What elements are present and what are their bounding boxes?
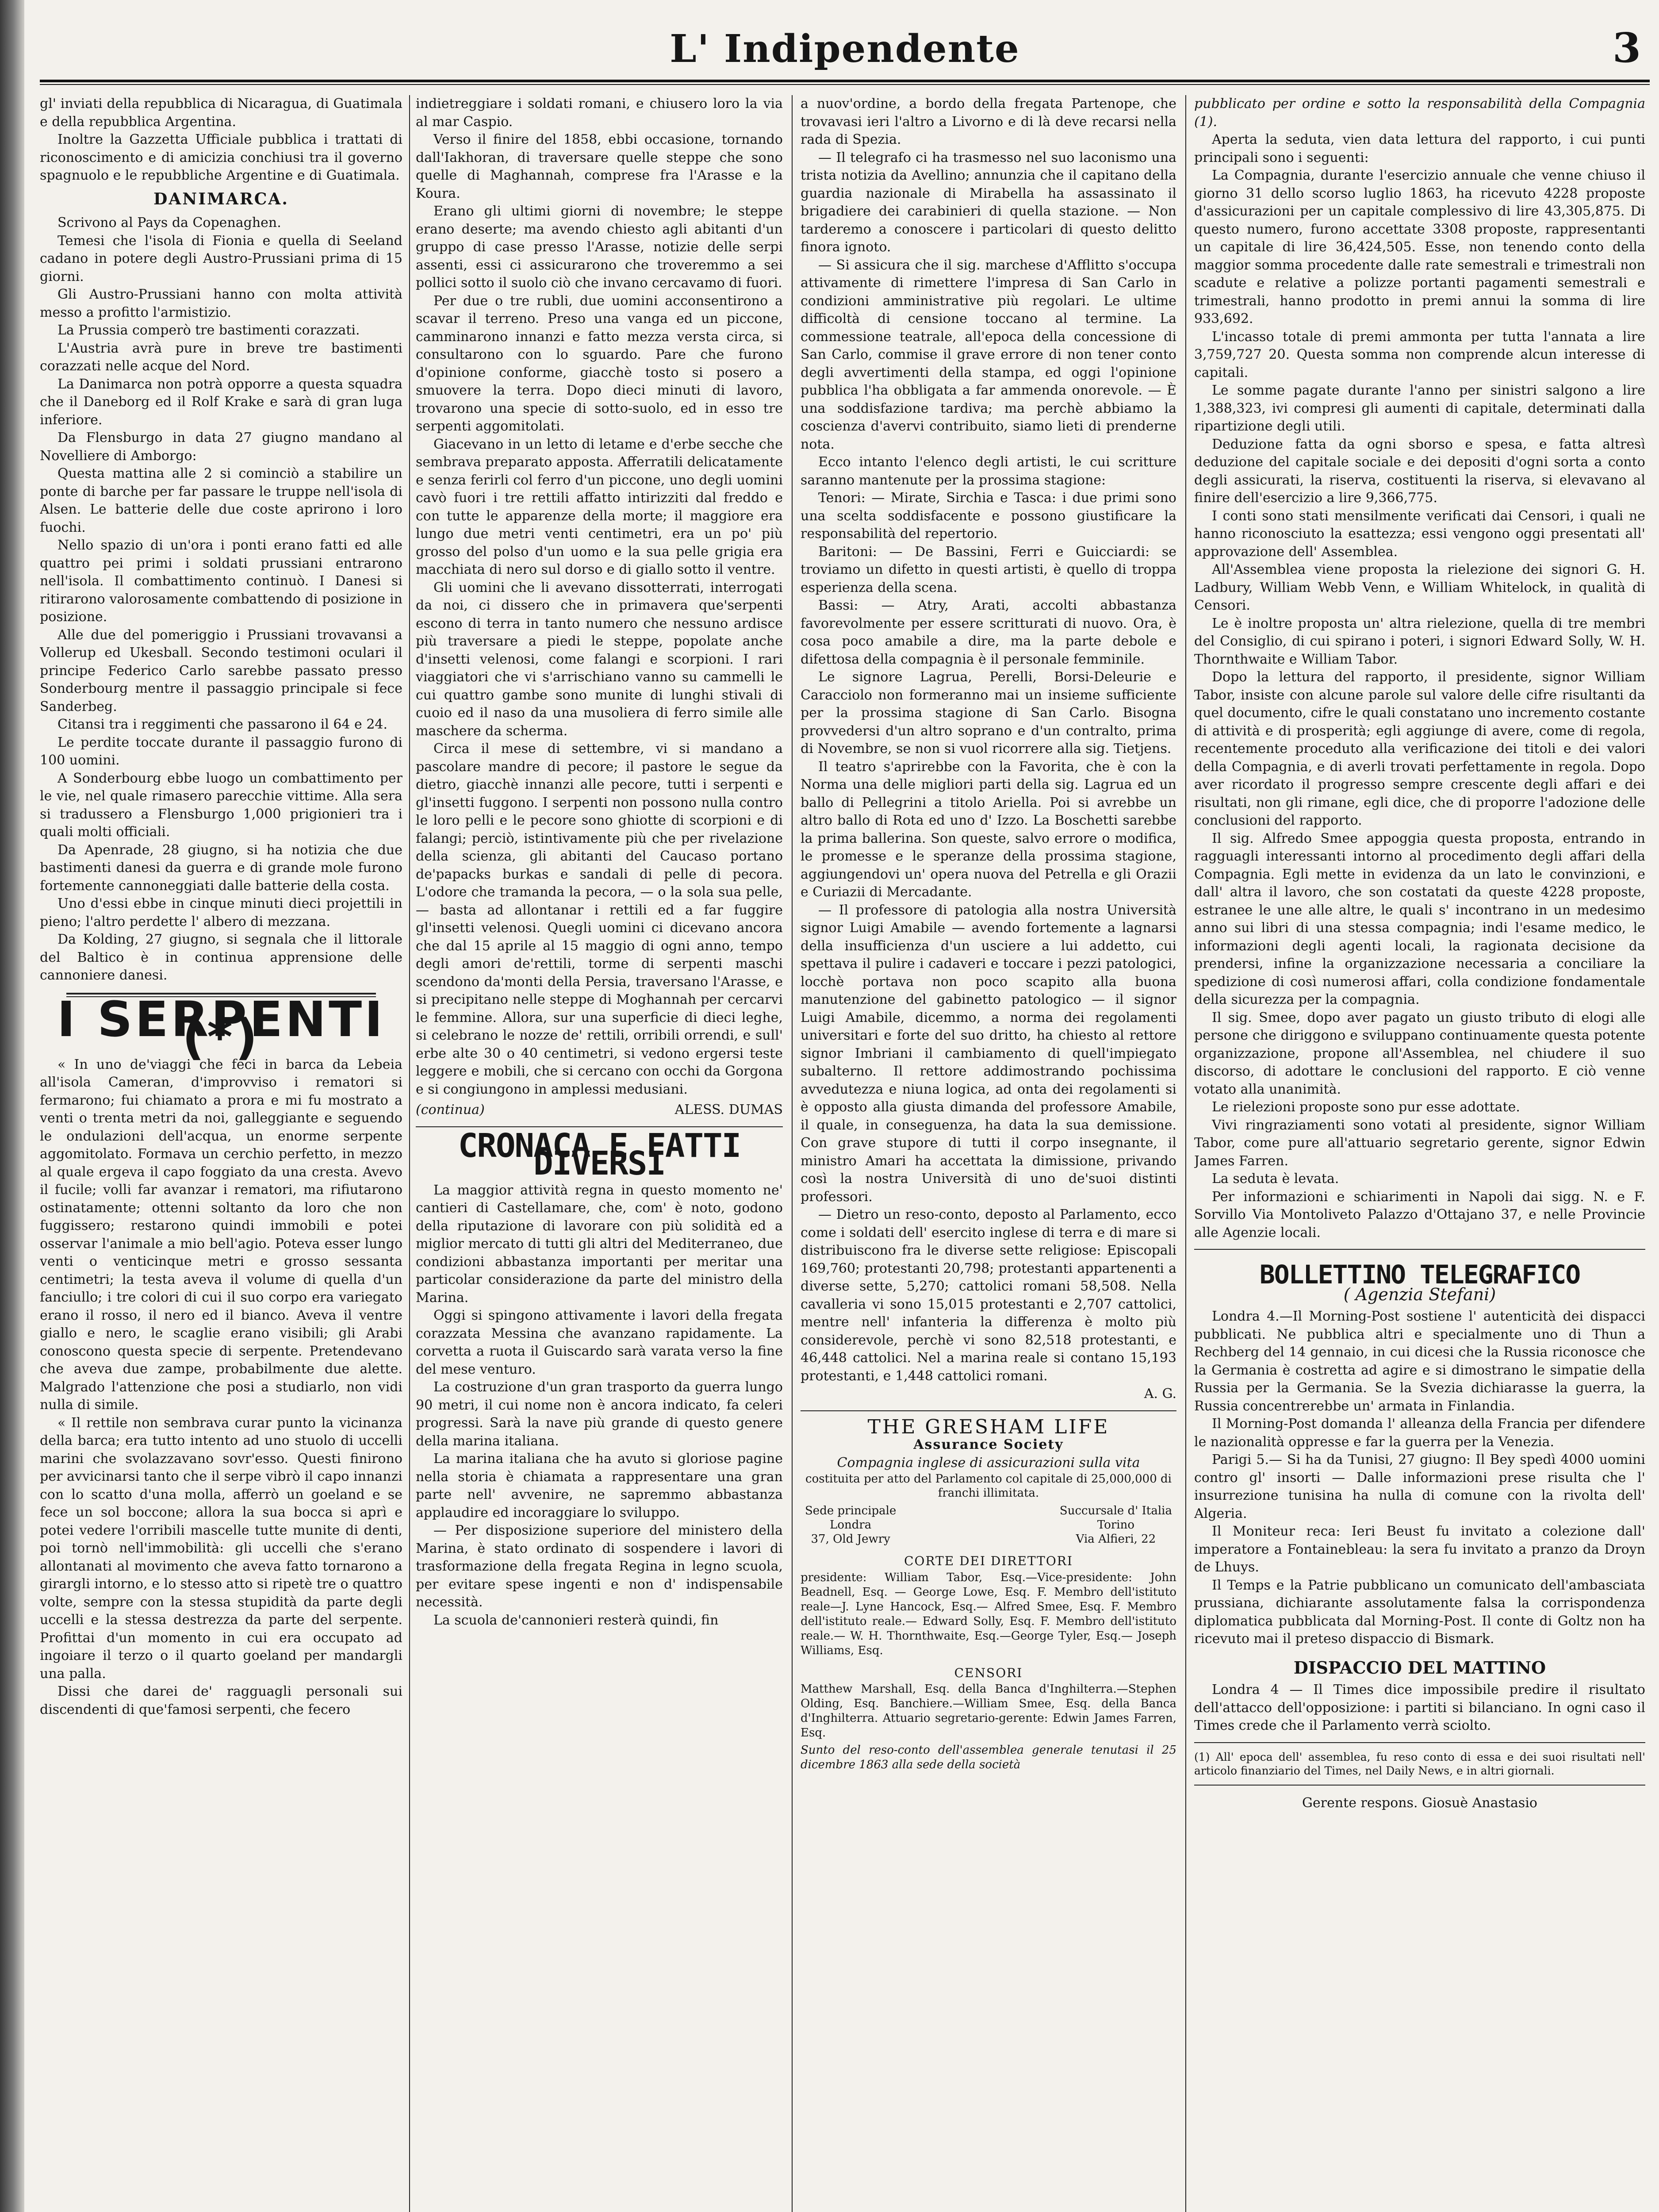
paragraph: Baritoni: — De Bassini, Ferri e Guicciardi: se troviamo un difetto in questi artisti, è quello di troppa esperienza della scena. (801, 544, 1176, 595)
section-divider (1194, 1249, 1645, 1250)
ad-directors-heading: CORTE DEI DIRETTORI (904, 1554, 1073, 1568)
ad-title: THE GRESHAM LIFE (867, 1415, 1110, 1438)
ad-offices (805, 1504, 1172, 1546)
paragraph: Citansi tra i reggimenti che passarono il 64 e 24. (57, 717, 388, 732)
office-address: 37, Old Jewry (811, 1532, 890, 1546)
ad-subtitle: Assurance Society (913, 1437, 1064, 1452)
paragraph: gl' inviati della repubblica di Nicaragua, di Guatimala e della repubblica Argentina. (40, 96, 402, 130)
paragraph: Bassi: — Atry, Arati, accolti abbastanza favorevolmente per essere scritturati di nuovo. Ora, è cosa poco amabile a dire, ma la parte debole e difettosa della compagnia è il personale femminile. (801, 598, 1176, 667)
paragraph: Parigi 5.— Si ha da Tunisi, 27 giugno: Il Bey spedì 4000 uomini contro gl' insorti — Dalle informazioni prese risulta che l' insurrezione tunisina ha nulla di comune con la rivolta dell' Algeria. (1194, 1452, 1645, 1521)
column-2 (416, 95, 783, 2212)
paragraph: L'incasso totale di premi ammonta per tutta l'annata a lire 3,759,727 20. Questa somma non comprende alcun interesse di capitali. (1194, 329, 1645, 380)
page-binding-shadow (0, 0, 24, 2212)
paragraph: Nello spazio di un'ora i ponti erano fatti ed alle quattro pei primi i soldati prussiani entrarono nell'isola. Il combattimento continuò. I Danesi si ritirarono valorosamente combattendo di posizione in posizione. (40, 538, 402, 625)
paragraph: Il sig. Alfredo Smee appoggia questa proposta, entrando in ragguagli interessanti intorno al procedimento degli affari della Compagnia. Egli mette in evidenza da un lato le convinzioni, e dall' altra il lavoro, che son costatati da queste 4228 proposte, estranee le une alle altre, le quali s' incontrano in un medesimo anno sui libri di una stessa compagnia; indi l'esame medico, le informazioni degli agenti locali, la ragionata decisione da prendersi, infine la organizzazione necessaria a conciliare la spedizione di così numerosi affari, colla condizione fondamentale della sicurezza per la compagnia. (1194, 830, 1645, 1007)
paragraph: Vivi ringraziamenti sono votati al presidente, signor William Tabor, come pure all'attuario segretario gerente, signor Edwin James Farren. (1194, 1117, 1645, 1169)
paragraph: a nuov'ordine, a bordo della fregata Partenope, che trovavasi ieri l'altro a Livorno e di là deve recarsi nella rada di Spezia. (801, 96, 1176, 147)
section-heading-cronaca: CRONACA E FATTI DIVERSI (458, 1126, 741, 1183)
section-heading-telegrafico: BOLLETTINO TELEGRAFICO (1259, 1260, 1580, 1290)
paragraph: Alle due del pomeriggio i Prussiani trovavansi a Vollerup ed Ukesball. Secondo testimoni oculari il principe Federico Carlo sarebbe passato presso Sonderbourg mentre il passaggio principale si fece Sanderbeg. (40, 627, 402, 714)
column-rule (409, 95, 410, 2212)
gerente-line: Gerente respons. Giosuè Anastasio (1302, 1795, 1537, 1811)
feuilleton-title: I SERPENTI (*) (57, 991, 386, 1065)
office-address: Via Alfieri, 22 (1076, 1532, 1156, 1546)
paragraph: La marina italiana che ha avuto si gloriose pagine nella storia è chiamata a rappresentare una gran parte nell' avvenire, ne sapremmo abbastanza applaudire ed incoraggiare lo sviluppo. (416, 1451, 783, 1521)
paragraph: « Il rettile non sembrava curar punto la vicinanza della barca; era tutto intento ad uno stuolo di uccelli marini che svolazzavano sovr'esso. Questi finirono per avvicinarsi tanto che il serpe vibrò il capo innanzi con lo scatto d'una molla, afferrò un goeland e se fece un sol boccone; allora la sua bocca si aprì e potei vedere l'orribili mascelle tutte munite di denti, poi tornò nell'immobilità: gli uccelli che s'erano allontanati al movimento che aveva fatto tornarono a girargli intorno, e lo stesso atto si ripetè tre o quattro volte, sempre con la stessa stupidità da parte degli uccelli e la stessa destrezza da parte del serpente. Profittai d'un momento in cui era occupato ad ingoiare il terzo o il quarto goeland per mandargli una palla. (40, 1415, 402, 1682)
paragraph: indietreggiare i soldati romani, e chiusero loro la via al mar Caspio. (416, 96, 783, 130)
paragraph: La Compagnia, durante l'esercizio annuale che venne chiuso il giorno 31 dello scorso luglio 1863, ha ricevuto 4228 proposte d'assicurazioni per un capitale complessivo di lire 43,305,875. Di questo numero, furono accettate 3308 proposte, rappresentanti un capitale di lire 36,424,505. Esse, non tenendo conto della maggior somma procedente dalle rate semestrali e trimestrali non scadute e relative a polizze portanti pagamenti semestrali e trimestrali, hanno prodotto in premi annui la somma di lire 933,692. (1194, 168, 1645, 326)
section-heading-dispaccio: DISPACCIO DEL MATTINO (1293, 1657, 1546, 1678)
paragraph: La scuola de'cannonieri resterà quindi, fin (433, 1612, 719, 1628)
paragraph: Gli Austro-Prussiani hanno con molta attività messo a profitto l'armistizio. (40, 287, 402, 320)
paragraph: Il sig. Smee, dopo aver pagato un giusto tributo di elogi alle persone che diriggono e sviluppano continuamente questa potente organizzazione, propone all'Assemblea, nel chiudere il suo discorso, di adottare le conclusioni del rapporto. E ciò venne votato alla unanimità. (1194, 1010, 1645, 1097)
section-subheading-agency: ( Agenzia Stefani) (1343, 1284, 1496, 1304)
paragraph: Il teatro s'aprirebbe con la Favorita, che è con la Norma una delle migliori parti della sig. Lagrua ed un ballo di Pellegrini a titolo Ariella. Poi si avrebbe un altro ballo di Rota ed uno d' Izzo. La Boschetti sarebbe la prima ballerina. Son queste, salvo errore o modifica, le promesse e le speranze della prossima stagione, aggiungendovi un' opera nuova del Petrella e gli Orazii e Curiazii di Mercadante. (801, 759, 1176, 900)
paragraph: — Per disposizione superiore del ministero della Marina, è stato ordinato di sospendere i lavori di trasformazione della fregata Regina in legno scuola, per evitare spese ingenti e non d' indispensabile necessità. (416, 1523, 783, 1610)
paragraph: Da Apenrade, 28 giugno, si ha notizia che due bastimenti danesi da guerra e di grande mole furono fortemente cannoneggiati dalle batterie della costa. (40, 842, 402, 894)
paragraph: A Sonderbourg ebbe luogo un combattimento per le vie, nel quale rimasero parecchie vittime. Alla sera si tradussero a Flensburgo 1,000 prigionieri tra i quali molti officiali. (40, 770, 402, 840)
column-rule (792, 95, 793, 2212)
ad-capital: costituita per atto del Parlamento col capitale di 25,000,000 di franchi illimitata. (805, 1472, 1172, 1500)
ad-branch-office (1060, 1504, 1172, 1546)
ad-censors: Matthew Marshall, Esq. della Banca d'Inghilterra.—Stephen Olding, Esq. Banchiere.—William Smee, Esq. della Banca d'Inghilterra. Attuario segretario-gerente: Edwin James Farren, Esq. (801, 1682, 1176, 1740)
office-label: Sede principale (805, 1504, 897, 1517)
article-initials: A. G. (1144, 1386, 1176, 1402)
paragraph: La Prussia comperò tre bastimenti corazzati. (57, 323, 360, 338)
paragraph: Giacevano in un letto di letame e d'erbe secche che sembrava preparato apposta. Afferratili delicatamente e senza ferirli col ferro d'un piccone, uno degli uomini cavò fuori i tre rettili affatto intirizziti dal freddo e con tutte le apparenze della morte; il maggiore era lungo due metri venti centimetri, era un po' più grosso del polso d'un uomo e la sua pelle grigia era macchiata di nero sul dorso e di giallo sotto il ventre. (416, 436, 783, 577)
paragraph: pubblicato per ordine e sotto la responsabilità della Compagnia (1). (1194, 96, 1645, 130)
masthead-rule (40, 80, 1650, 85)
paragraph: Da Flensburgo in data 27 giugno mandano al Novelliere di Amborgo: (40, 430, 402, 464)
paragraph: Tenori: — Mirate, Sirchia e Tasca: i due primi sono una scelta soddisfacente e possono giustificare la responsabilità del repertorio. (801, 490, 1176, 541)
paragraph: Aperta la seduta, vien data lettura del rapporto, i cui punti principali sono i seguenti: (1194, 132, 1645, 165)
paragraph: Temesi che l'isola di Fionia e quella di Seeland cadano in potere degli Austro-Prussiani prima di 15 giorni. (40, 233, 402, 284)
paragraph: Londra 4 — Il Times dice impossibile predire il risultato dell'attacco dell'opposizione: i partiti si bilanciano. In ogni caso il Times crede che il Parlamento verrà sciolto. (1194, 1682, 1645, 1733)
paragraph: Il Moniteur reca: Ieri Beust fu invitato a colezione dall' imperatore a Fontainebleau: la sera fu invitato a pranzo da Droyn de Lhuys. (1194, 1524, 1645, 1575)
paragraph: La costruzione d'un gran trasporto da guerra lungo 90 metri, il cui nome non è ancora indicato, fa celeri progressi. Sarà la nave più grande di questo genere della marina italiana. (416, 1379, 783, 1449)
paragraph: Le somme pagate durante l'anno per sinistri salgono a lire 1,388,323, ivi compresi gli aumenti di capitale, determinati dalla ripartizione degli utili. (1194, 383, 1645, 434)
paragraph: — Dietro un reso-conto, deposto al Parlamento, ecco come i soldati dell' esercito inglese di terra e di mare si distribuiscono fra le diverse sette religiose: Episcopali 169,760; protestanti 20,798; protestanti appartenenti a diverse sette, 5,270; cattolici romani 58,508. Nella cavalleria vi sono 15,015 protestanti e 2,707 cattolici, mentre nell' infanteria la differenza è molto più considerevole, perchè vi sono 82,518 protestanti, e 46,448 cattolici. Nel a marina reale si contano 15,193 protestanti, e 1,448 cattolici romani. (801, 1207, 1176, 1384)
column-3 (801, 95, 1176, 2212)
paragraph: Per due o tre rubli, due uomini acconsentirono a scavar il terreno. Preso una vanga ed un piccone, camminarono innanzi e fatto mezza versta circa, si consultarono con lo sguardo. Pare che furono d'opinione conforme, giacchè tosto si posero a smuovere la terra. Dopo dieci minuti di lavoro, trovarono una specie di sotto-suolo, ed in esso tre serpenti aggomitolati. (416, 293, 783, 434)
paragraph: Dopo la lettura del rapporto, il presidente, signor William Tabor, insiste con alcune parole sul valore delle cifre risultanti da quel documento, cifre le quali constatano uno incremento costante di attività e di prosperità; egli aggiunge di avere, come di regola, recentemente proceduto alla verificazione dei titoli e dei valori della Compagnia, e di averli trovati perfettamente in regola. Dopo aver ricordato il progresso sempre crescente degli affari e dei risultati, non gli rimane, egli dice, che di proporre l'adozione delle conclusioni del rapporto. (1194, 669, 1645, 828)
page-number: 3 (1612, 24, 1641, 72)
paragraph: Le è inoltre proposta un' altra rielezione, quella di tre membri del Consiglio, di cui spirano i poteri, i signori Edward Solly, W. H. Thornthwaite e William Tabor. (1194, 615, 1645, 667)
paragraph: I conti sono stati mensilmente verificati dai Censori, i quali ne hanno riconosciuto la esattezza; essi vengono oggi presentati all' approvazione dell' Assemblea. (1194, 508, 1645, 560)
paragraph: Le signore Lagrua, Perelli, Borsi-Deleurie e Caracciolo non formeranno mai un insieme sufficiente per la prossima stagione di San Carlo. Bisogna provvedersi d'un altro soprano e d'un contralto, prima di Novembre, se non si vuol ricorrere alla sig. Tietjens. (801, 669, 1176, 757)
paragraph: La maggior attività regna in questo momento ne' cantieri di Castellamare, che, com' è noto, godono della riputazione di lavorare con più solidità ed a miglior mercato di tutti gli altri del Mediterraneo, due condizioni abbastanza importanti per meritar una particolar considerazione da parte del ministro della Marina. (416, 1182, 783, 1306)
paragraph: — Il telegrafo ci ha trasmesso nel suo laconismo una trista notizia da Avellino; annunzia che il capitano della guardia nazionale di Mirabella ha assassinato il brigadiere dei carabinieri di quella stazione. — Non tarderemo a conoscere i particolari di questo delitto finora ignoto. (801, 150, 1176, 255)
newspaper-title: L' Indipendente (670, 27, 1020, 71)
paragraph: Inoltre la Gazzetta Ufficiale pubblica i trattati di riconoscimento e di amicizia conchiusi tra il governo spagnuolo e le repubbliche Argentine e di Guatimala. (40, 132, 402, 183)
column-1 (40, 95, 402, 2212)
paragraph: Gli uomini che li avevano dissotterrati, interrogati da noi, ci dissero che in primavera que'serpenti escono di terra in tanto numero che nessuno ardisce più traversare a piedi le steppe, popolate anche d'insetti velenosi, come falangi e scorpioni. I rari viaggiatori che vi s'arrischiano vanno su cammelli le cui quattro gambe sono munite di lunghi stivali di cuoio ed il naso da una musoliera di ferro simile alle maschere da scherma. (416, 580, 783, 739)
footnote-assemblea: (1) All' epoca dell' assemblea, fu reso conto di essa e dei suoi risultati nell' articolo finanziario del Times, nel Daily News, e in altri giornali. (1194, 1750, 1645, 1777)
masthead (40, 18, 1650, 84)
paragraph: « In uno de'viaggi che feci in barca da Lebeia all'isola Cameran, d'improvviso i rematori si fermarono; fui chiamato a prora e mi fu mostrato a venti o trenta metri da noi, galleggiante e seguendo le ondulazioni dell'acqua, un enorme serpente aggomitolato. Formava un cerchio perfetto, in mezzo al quale ergeva il capo foggiato da una cresta. Avevo il fucile; volli far avanzar i rematori, ma rifiutarono ostinatamente; ottenni soltanto da loro che non fuggissero; restarono quindi immobili e potei osservar l'animale a mio bell'agio. Poteva esser lungo venti o venticinque metri e grosso sessanta centimetri; la testa aveva il volume di quella d'un fanciullo; i tre colori di cui il suo corpo era variegato erano il rosso, il nero ed il bianco. Aveva il ventre giallo e nero, le scaglie erano visibili; gli Arabi conoscono questa specie di serpente. Pretendevano che aveva due zampe, probabilmente due alette. Malgrado l'attenzione che posi a studiarlo, non vidi nulla di simile. (40, 1056, 402, 1413)
section-heading-danimarca: DANIMARCA. (153, 189, 289, 208)
paragraph: — Si assicura che il sig. marchese d'Afflitto s'occupa attivamente di rimettere l'impresa di San Carlo in condizioni amministrative più regolari. Le ultime difficoltà di censione toccano al termine. La commessione teatrale, all'epoca della concessione di San Carlo, commise il grave errore di non tener conto degli avvertimenti della stampa, ed oggi l'opinione pubblica l'ha obbligata a far ammenda onorevole. — È una soddisfazione tardiva; ma perchè abbiamo la coscienza d'avervi contribuito, siamo lieti di prenderne nota. (801, 257, 1176, 452)
ad-censors-heading: CENSORI (954, 1665, 1023, 1680)
continua-label: (continua) (416, 1102, 485, 1118)
column-4 (1194, 95, 1645, 2212)
article-signature (416, 1101, 783, 1119)
paragraph: Da Kolding, 27 giugno, si segnala che il littorale del Baltico è in continua apprensione delle cannoniere danesi. (40, 932, 402, 983)
ad-head-office (805, 1504, 896, 1546)
paragraph: Questa mattina alle 2 si cominciò a stabilire un ponte di barche per far passare le truppe nell'isola di Alsen. Le batterie delle due coste aprirono i loro fuochi. (40, 466, 402, 535)
paragraph: Oggi si spingono attivamente i lavori della fregata corazzata Messina che avanzano rapidamente. La corvetta a ruota il Guiscardo sarà varata verso la fine del mese venturo. (416, 1308, 783, 1377)
paragraph: Deduzione fatta da ogni sborso e spesa, e fatta altresì deduzione del capitale sociale e dei depositi d'ogni sorta a conto degli assicurati, la riserva, costituenti la riserva, si elevavano al finire dell'esercizio a lire 9,366,775. (1194, 436, 1645, 506)
paragraph: — Il professore di patologia alla nostra Università signor Luigi Amabile — avendo fortemente a lagnarsi della insufficienza d'un usciere a lui addetto, cui spettava il pulire i cadaveri e toccare i pezzi patologici, locchè portava non poco scapito alla buona manutenzione del gabinetto patologico — il signor Luigi Amabile, dicemmo, a norma dei regolamenti universitari e forte del suo dritto, ha chiesto al rettore signor Imbriani il cambiamento di quell'impiegato subalterno. Il rettore addimostrando pochissima avvedutezza e niuna logica, ad onta dei regolamenti si è opposto alla giusta dimanda del professore Amabile, il quale, in conseguenza, ha data la sua demissione. Con grave stupore di tutti il corpo insegnante, il ministro Amari ha accettata la dimissione, privando così la nostra Università di uno de'suoi distinti professori. (801, 902, 1176, 1205)
paragraph: Ecco intanto l'elenco degli artisti, le cui scritture saranno mantenute per la prossima stagione: (801, 454, 1176, 488)
paragraph: Erano gli ultimi giorni di novembre; le steppe erano deserte; ma avendo chiesto agli abitanti d'un gruppo di case presso l'Arasse, notizie delle serpi assenti, essi ci assicurarono che troveremmo a sei pollici sotto il suolo ciò che invano cercavamo di fuori. (416, 204, 783, 291)
advertisement-gresham (801, 1415, 1176, 1773)
paragraph: Uno d'essi ebbe in cinque minuti dieci projettili in pieno; l'altro perdette l' albero di mezzana. (40, 896, 402, 929)
office-city: Londra (830, 1518, 872, 1532)
ad-directors: presidente: William Tabor, Esq.—Vice-presidente: John Beadnell, Esq. — George Lowe, Esq. F. Membro dell'istituto reale—J. Lyne Hancock, Esq.— Alfred Smee, Esq. F. Membro dell'istituto reale.— Edward Solly, Esq. F. Membro dell'istituto reale.— W. H. Thornthwaite, Esq.—George Tyler, Esq.— Joseph Williams, Esq. (801, 1571, 1176, 1657)
paragraph: Le rielezioni proposte sono pur esse adottate. (1212, 1099, 1520, 1115)
office-city: Torino (1097, 1518, 1135, 1532)
author-name: ALESS. DUMAS (674, 1102, 783, 1118)
paragraph: La Danimarca non potrà opporre a questa squadra che il Daneborg ed il Rolf Krake e sarà di gran luga inferiore. (40, 376, 402, 428)
paragraph: Londra 4.—Il Morning-Post sostiene l' autenticità dei dispacci pubblicati. Ne pubblica altri e specialmente uno di Thun a Rechberg del 14 gennaio, in cui dicesi che la Russia riconosce che la Germania è costretta ad agire e si dimostrano le simpatie della Russia per la Germania. Se la Svezia dichiarasse la guerra, la Russia concentrerebbe un' armata in Finlandia. (1194, 1309, 1645, 1414)
paragraph: Il Morning-Post domanda l' alleanza della Francia per difendere le nazionalità oppresse e far la guerra per la Venezia. (1194, 1416, 1645, 1450)
paragraph: All'Assemblea viene proposta la rielezione dei signori G. H. Ladbury, William Webb Venn, e William Whitelock, in qualità di Censori. (1194, 562, 1645, 613)
paragraph: Dissi che darei de' ragguagli personali sui discendenti di que'famosi serpenti, che fecero (40, 1684, 402, 1717)
paragraph: L'Austria avrà pure in breve tre bastimenti corazzati nelle acque del Nord. (40, 340, 402, 374)
section-divider (1194, 1742, 1645, 1743)
paragraph: Verso il finire del 1858, ebbi occasione, tornando dall'Iakhoran, di traversare quelle steppe che sono quelle di Maghannah, comprese fra l'Arasse e la Koura. (416, 132, 783, 201)
office-label: Succursale d' Italia (1059, 1504, 1172, 1517)
paragraph: Scrivono al Pays da Copenaghen. (57, 215, 281, 230)
paragraph: Le perdite toccate durante il passaggio furono di 100 uomini. (40, 734, 402, 768)
paragraph: La seduta è levata. (1212, 1171, 1339, 1187)
paragraph: Per informazioni e schiarimenti in Napoli dai sigg. N. e F. Sorvillo Via Montoliveto Palazzo d'Ottajano 37, e nelle Provincie alle Agenzie locali. (1194, 1189, 1645, 1240)
column-rule (1185, 95, 1186, 2212)
paragraph: Il Temps e la Patrie pubblicano un comunicato dell'ambasciata prussiana, dichiarante assolutamente falsa la corrispondenza diplomatica pubblicata dal Morning-Post. Il conte di Goltz non ha ricevuto mai il preteso dispaccio di Bismark. (1194, 1577, 1645, 1647)
ad-description: Compagnia inglese di assicurazioni sulla vita (837, 1455, 1140, 1471)
section-divider (1194, 1785, 1645, 1786)
section-divider (801, 1410, 1176, 1411)
paragraph: Circa il mese di settembre, vi si mandano a pascolare mandre di pecore; il pastore le segue da dietro, giacchè innanzi alle pecore, tutti i serpenti e gl'insetti fuggono. I serpenti non possono nulla contro le loro pelli e le pecore sono ghiotte di scorpioni e di falangi; perciò, istintivamente più che per rivelazione della scienza, gli abitanti del Caucaso portano de'papacks burkas e sandali di pelle di pecora. L'odore che tramanda la pecora, — o la sola sua pelle, — basta ad allontanar i rettili ed a far fuggire gl'insetti velenosi. Quegli uomini ci dicevano ancora che dal 15 aprile al 15 maggio di ogni anno, tempo degli amori de'rettili, torme di serpenti maschi scendono da'monti della Persia, traversano l'Arasse, e si precipitano nelle steppe di Moghannah per cercarvi le femmine. Allora, sur una superficie di dieci leghe, si celebrano le nozze de' rettili, orribili orrendi, e sull' erbe alte 30 o 40 centimetri, si vedono ergersi teste leggere e mobili, che si cercano con occhi da Gorgona e si congiungono in amplessi medusiani. (416, 741, 783, 1097)
ad-summary-intro: Sunto del reso-conto dell'assemblea generale tenutasi il 25 dicembre 1863 alla sede della società (801, 1743, 1176, 1771)
